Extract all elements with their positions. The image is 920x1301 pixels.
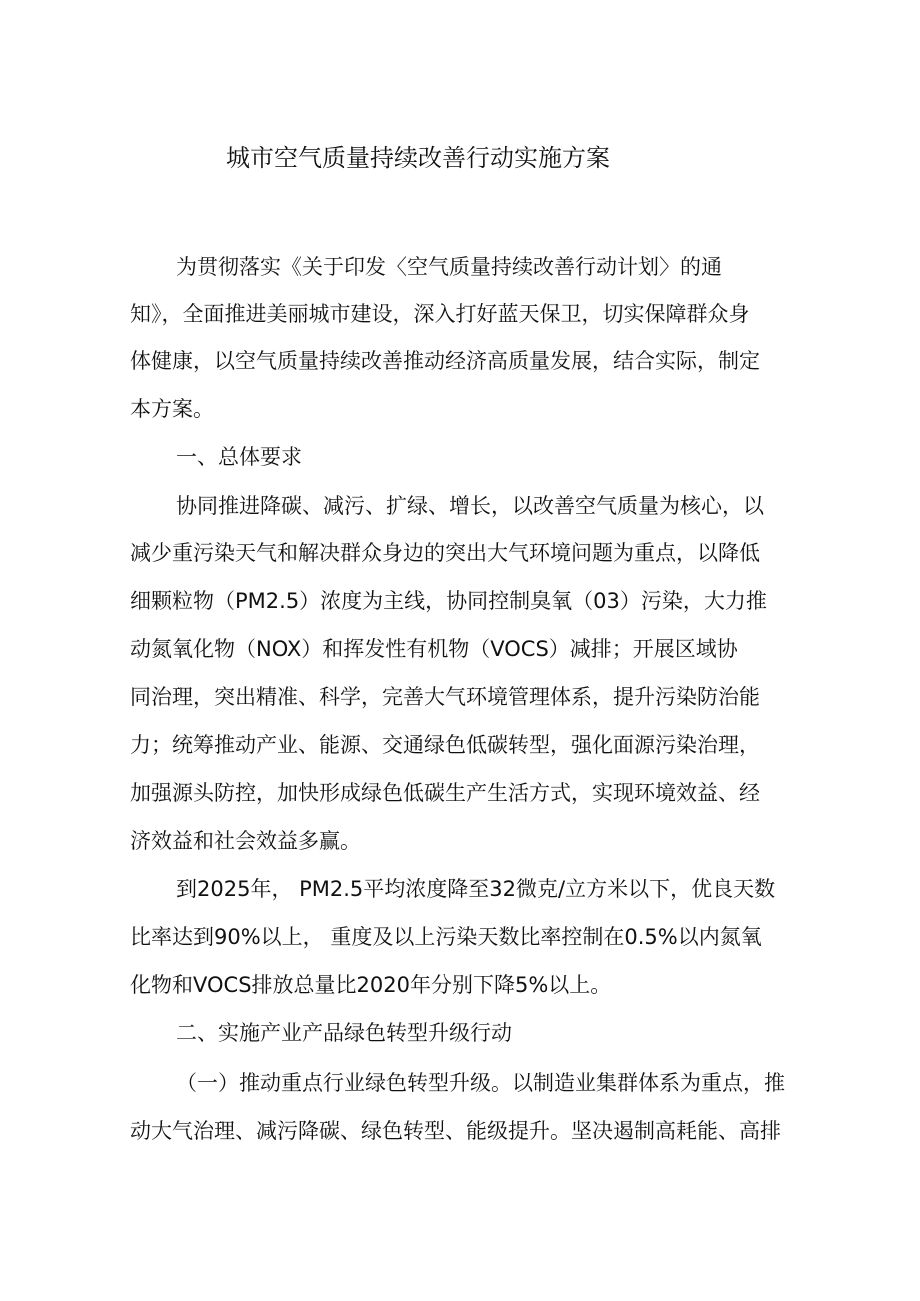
targets-line: 比率达到90%以上， 重度及以上污染天数比率控制在0.5%以内氮氧 <box>130 925 762 949</box>
intro-line: 体健康，以空气质量持续改善推动经济高质量发展，结合实际，制定 <box>130 349 760 373</box>
paragraph-line: 动氮氧化物（NOX）和挥发性有机物（VOCS）减排；开展区域协 <box>130 637 738 661</box>
intro-line: 知》，全面推进美丽城市建设，深入打好蓝天保卫，切实保障群众身 <box>130 302 750 326</box>
paragraph-line: 动大气治理、减污降碳、绿色转型、能级提升。坚决遏制高耗能、高排 <box>130 1119 781 1143</box>
paragraph-line: 济效益和社会效益多赢。 <box>130 829 361 853</box>
targets-line: 化物和VOCS排放总量比2020年分别下降5%以上。 <box>130 973 612 997</box>
intro-line: 本方案。 <box>130 397 214 421</box>
document-title: 城市空气质量持续改善行动实施方案 <box>226 144 610 172</box>
paragraph-line: 减少重污染天气和解决群众身边的突出大气环境问题为重点，以降低 <box>130 541 760 565</box>
targets-line: 到2025年， PM2.5平均浓度降至32微克/立方米以下，优良天数 <box>176 877 776 901</box>
paragraph-line: 加强源头防控，加快形成绿色低碳生产生活方式，实现环境效益、经 <box>130 781 760 805</box>
intro-line: 为贯彻落实《关于印发〈空气质量持续改善行动计划〉的通 <box>176 255 722 279</box>
paragraph-line: （一）推动重点行业绿色转型升级。以制造业集群体系为重点，推 <box>176 1071 785 1095</box>
paragraph-line: 细颗粒物（PM2.5）浓度为主线，协同控制臭氧（03）污染，大力推 <box>130 589 767 613</box>
paragraph-line: 协同推进降碳、减污、扩绿、增长，以改善空气质量为核心，以 <box>176 494 764 518</box>
section-heading-industry-upgrade: 二、实施产业产品绿色转型升级行动 <box>176 1021 512 1045</box>
paragraph-line: 同治理，突出精准、科学，完善大气环境管理体系，提升污染防治能 <box>130 685 760 709</box>
section-heading-general-requirements: 一、总体要求 <box>176 445 302 469</box>
paragraph-line: 力；统筹推动产业、能源、交通绿色低碳转型，强化面源污染治理， <box>130 733 760 757</box>
